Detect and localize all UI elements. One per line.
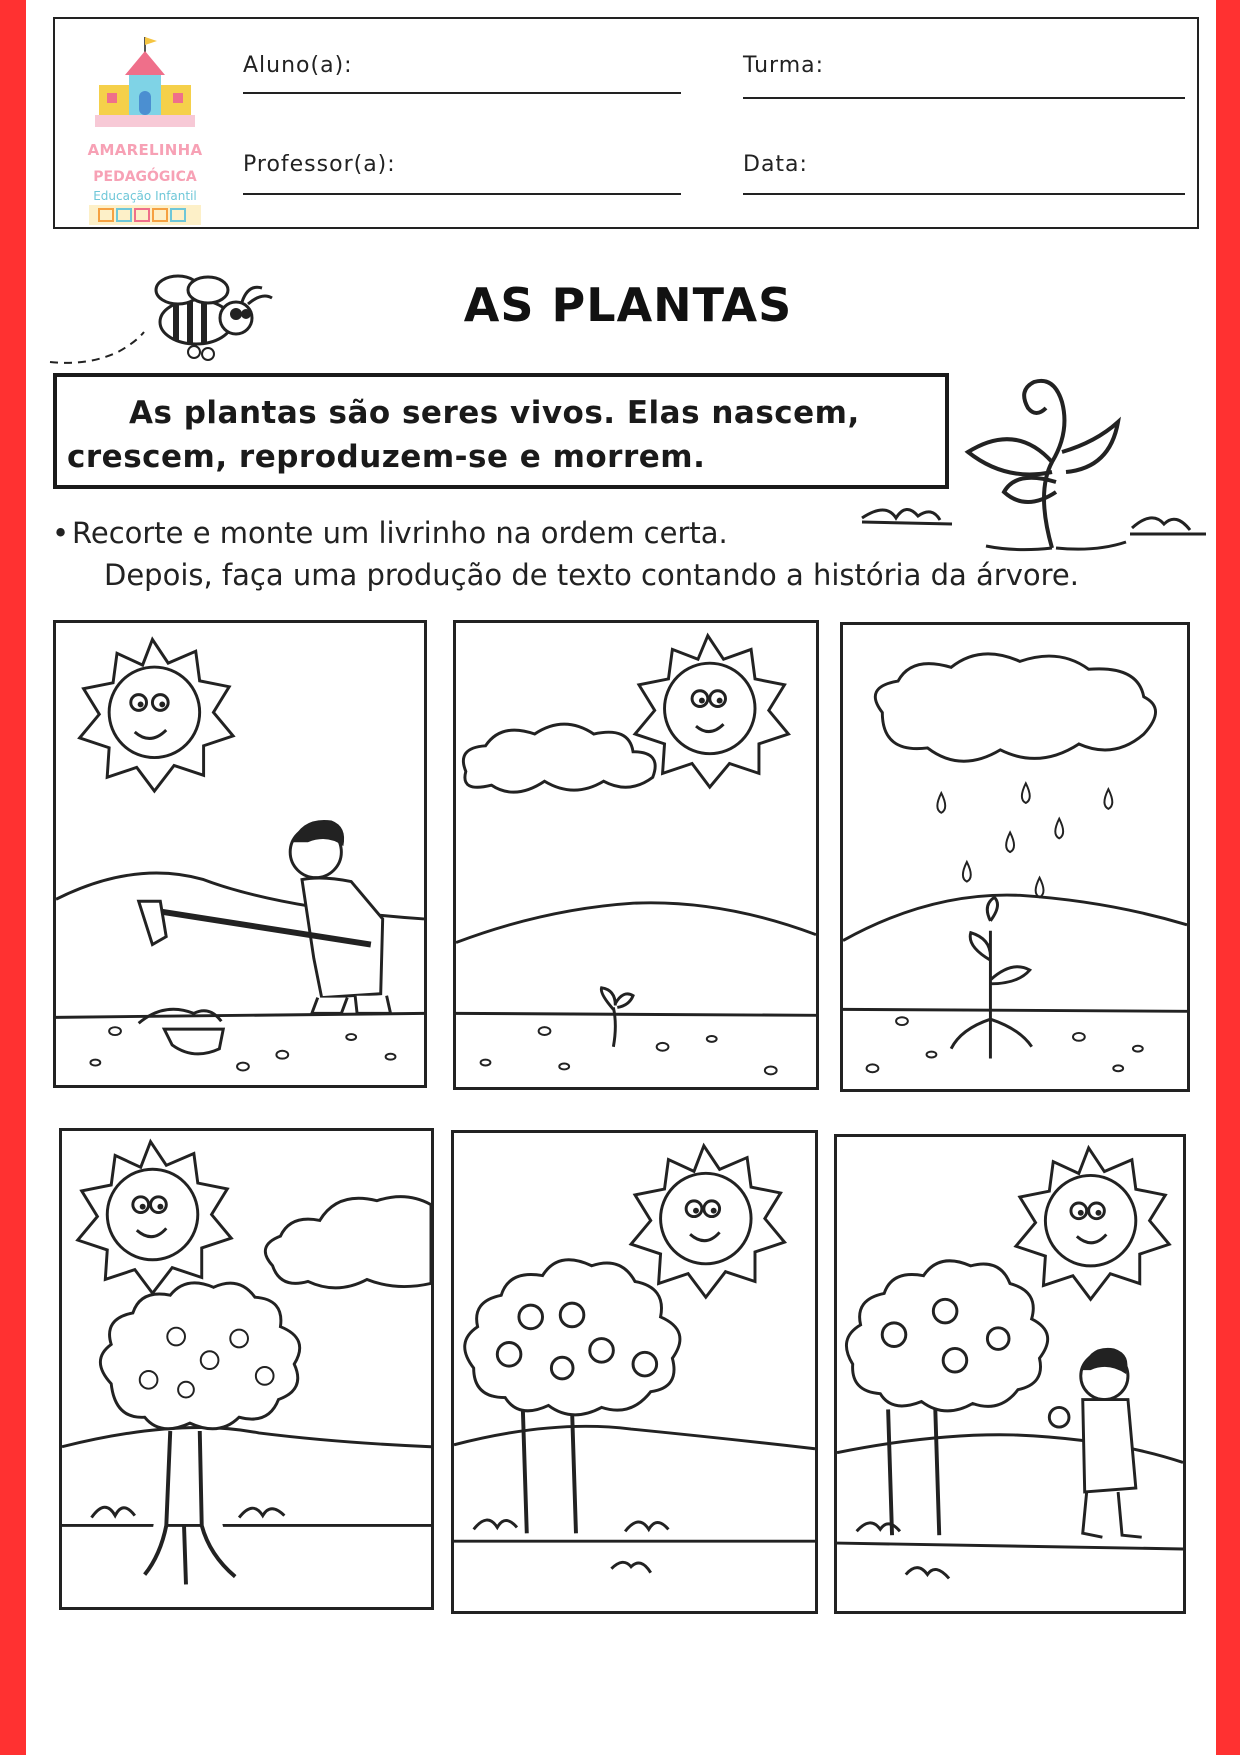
tree-crown — [465, 1260, 680, 1415]
class-label: Turma: — [743, 53, 825, 78]
cloud-icon — [463, 724, 655, 792]
story-panel-fruit-tree — [451, 1130, 818, 1614]
young-plant-icon — [951, 897, 1032, 1058]
tree-crown — [100, 1283, 299, 1429]
harvest-scene — [837, 1137, 1183, 1611]
student-field[interactable] — [243, 92, 681, 94]
sun-icon — [631, 1146, 784, 1297]
story-panel-sprout — [453, 620, 819, 1090]
instruction-line-2: Depois, faça uma produção de texto contando a história da árvore. — [104, 558, 1079, 592]
page-title: AS PLANTAS — [463, 278, 793, 332]
info-text: As plantas são seres vivos. Elas nascem, crescem, reproduzem-se e morrem. — [67, 395, 860, 475]
right-red-border — [1216, 0, 1240, 1755]
student-info-header — [53, 17, 1199, 229]
teacher-label: Professor(a): — [243, 152, 396, 177]
rain-scene — [843, 625, 1187, 1089]
story-panel-planting — [53, 620, 427, 1088]
fruit-tree-scene — [454, 1133, 815, 1611]
student-label: Aluno(a): — [243, 53, 353, 78]
sprout-icon — [601, 988, 633, 1047]
date-label: Data: — [743, 152, 808, 177]
logo-subname: PEDAGÓGICA — [93, 169, 197, 185]
boy-figure — [139, 820, 391, 1013]
cloud-icon — [875, 654, 1155, 761]
sun-icon — [80, 639, 233, 791]
story-panel-harvest — [834, 1134, 1186, 1614]
sun-icon — [635, 636, 788, 787]
teacher-field[interactable] — [243, 193, 681, 195]
logo-name: AMARELINHA — [87, 141, 203, 159]
school-logo — [81, 33, 209, 215]
castle-icon — [81, 33, 209, 141]
date-field[interactable] — [743, 193, 1185, 195]
hopscotch-icon — [89, 205, 201, 225]
info-box — [53, 373, 949, 489]
class-field[interactable] — [743, 97, 1185, 99]
planting-scene — [56, 623, 424, 1085]
story-panel-flowering-tree — [59, 1128, 434, 1610]
left-red-border — [0, 0, 26, 1755]
sprout-scene — [456, 623, 816, 1087]
boy-with-fruit — [1049, 1348, 1141, 1537]
plant-illustration — [856, 352, 1210, 562]
instruction-line-1: Recorte e monte um livrinho na ordem certa. — [72, 516, 728, 550]
sun-icon — [78, 1142, 232, 1294]
logo-tagline: Educação Infantil — [93, 189, 197, 203]
sun-icon — [1016, 1148, 1169, 1299]
instruction-bullet: • — [52, 516, 70, 550]
cloud-icon — [265, 1197, 431, 1288]
raindrops — [937, 783, 1112, 897]
story-panel-rain — [840, 622, 1190, 1092]
tree-crown — [846, 1261, 1047, 1411]
flowering-tree-scene — [62, 1131, 431, 1607]
